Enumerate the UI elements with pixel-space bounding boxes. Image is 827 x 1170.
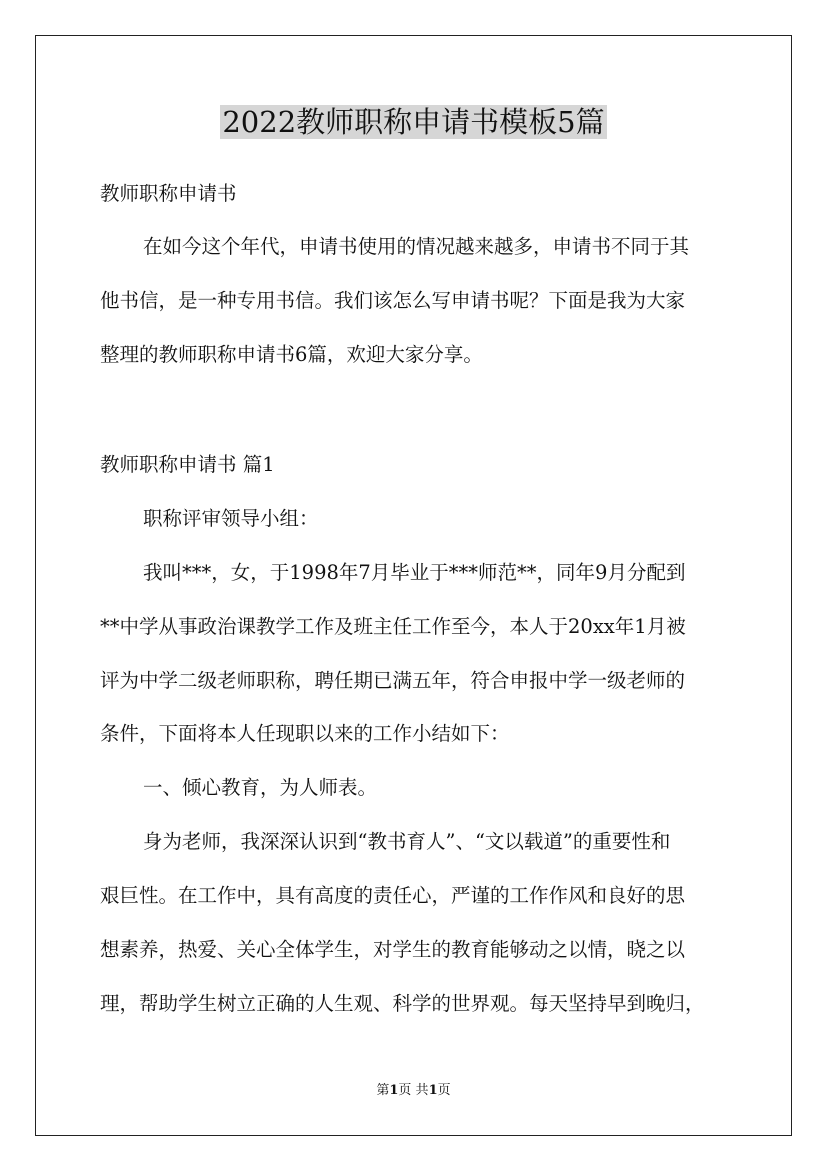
footer-page-mid: 页 共 (398, 1083, 429, 1098)
paragraph-line: **中学从事政治课教学工作及班主任工作至今，本人于20xx年1月被 (100, 615, 686, 638)
page-footer (0, 1082, 827, 1100)
document-title-text: 2022教师职称申请书模板5篇 (222, 105, 605, 139)
paragraph-line: 一、倾心教育，为人师表。 (143, 776, 378, 799)
paragraph-line: 想素养，热爱、关心全体学生，对学生的教育能够动之以情，晓之以 (100, 938, 686, 961)
section-heading: 教师职称申请书 (100, 182, 237, 205)
paragraph-line: 职称评审领导小组： (143, 507, 319, 530)
section-heading: 教师职称申请书 篇1 (100, 453, 275, 476)
paragraph-line: 他书信，是一种专用书信。我们该怎么写申请书呢？下面是我为大家 (100, 289, 686, 312)
document-title (0, 102, 827, 142)
paragraph-line: 理，帮助学生树立正确的人生观、科学的世界观。每天坚持早到晚归， (100, 992, 705, 1015)
paragraph-line: 评为中学二级老师职称，聘任期已满五年，符合申报中学一级老师的 (100, 669, 686, 692)
paragraph-line: 艰巨性。在工作中，具有高度的责任心，严谨的工作作风和良好的思 (100, 884, 686, 907)
footer-page-current: 1 (389, 1083, 399, 1098)
paragraph-line: 整理的教师职称申请书6篇，欢迎大家分享。 (100, 343, 483, 366)
footer-page-total: 1 (428, 1083, 438, 1098)
paragraph-line: 在如今这个年代，申请书使用的情况越来越多，申请书不同于其 (143, 235, 690, 258)
paragraph-line: 我叫***，女，于1998年7月毕业于***师范**，同年9月分配到 (143, 561, 686, 584)
paragraph-line: 身为老师，我深深认识到“教书育人”、“文以载道”的重要性和 (143, 830, 671, 853)
paragraph-line: 条件，下面将本人任现职以来的工作小结如下： (100, 722, 510, 745)
footer-page-suffix: 页 (437, 1083, 451, 1098)
footer-page-prefix: 第 (376, 1083, 390, 1098)
